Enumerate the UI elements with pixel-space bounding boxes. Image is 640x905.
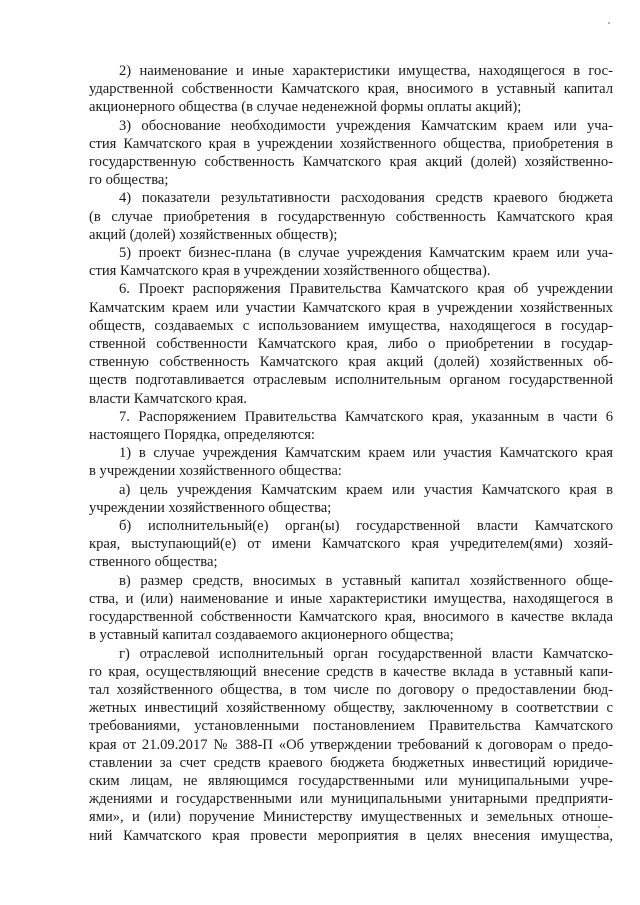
text-line: (в случае приобретения в государственную собственность Камчатского края (89, 208, 613, 225)
text-line: 1) в случае учреждения Камчатским краем или участия Камчатского края (119, 445, 613, 462)
text-line: 2) наименование и иные характеристики имущества, находящегося в гос- (119, 63, 613, 79)
text-line: а) цель учреждения Камчатским краем или участия Камчатского края в (119, 481, 613, 498)
text-line: стия Камчатского края в учреждении хозяйственного общества). (89, 263, 491, 280)
text-line: ства, и (или) наименование и иные характеристики имущества, находящегося в (89, 590, 613, 607)
text-line: акций (долей) хозяйственных обществ); (89, 226, 338, 243)
text-line: Камчатским краем или участии Камчатского края в учреждении хозяйственных (89, 299, 613, 316)
text-line: ществ подготавливается отраслевым исполнительным органом государственной (89, 372, 613, 389)
text-line: ственного общества; (89, 554, 218, 571)
text-line: в уставный капитал создаваемого акционерного общества; (89, 627, 454, 644)
text-line: стия Камчатского края в учреждении хозяйственного общества, приобретения в (89, 135, 613, 152)
text-line: в учреждении хозяйственного общества: (89, 463, 342, 480)
text-line: ственной собственности Камчатского края, либо о приобретении в государ- (89, 336, 613, 353)
text-line: акционерного общества (в случае неденежной формы оплаты акций); (89, 99, 522, 116)
text-line: ний Камчатского края провести мероприятия в целях внесения имущества, (89, 827, 613, 844)
text-line: учреждении хозяйственного общества; (89, 499, 332, 516)
text-line: б) исполнительный(е) орган(ы) государственной власти Камчатского (119, 518, 613, 535)
text-line: власти Камчатского края. (89, 390, 247, 407)
text-line: го края, осуществляющий внесение средств в качестве вклада в уставный капи- (89, 663, 613, 680)
document-body-text (89, 62, 613, 845)
text-line: края от 21.09.2017 № 388-П «Об утверждении требований к договорам о предо- (89, 736, 613, 753)
text-line: государственной собственности Камчатского края, вносимого в качестве вклада (89, 609, 613, 626)
text-line: ями», и (или) поручение Министерству имущественных и земельных отноше- (89, 809, 613, 826)
text-line: в) размер средств, вносимых в уставный капитал хозяйственного обще- (119, 572, 613, 589)
text-line: настоящего Порядка, определяются: (89, 427, 315, 444)
text-line: го общества; (89, 172, 169, 189)
text-line: требованиями, установленными постановлением Правительства Камчатского (89, 718, 613, 735)
text-line: края, выступающий(е) от имени Камчатского края учредителем(ями) хозяй- (89, 536, 613, 553)
text-line: ждениями и государственными или муниципальными унитарными предприяти- (89, 791, 613, 808)
text-line: 6. Проект распоряжения Правительства Камчатского края об учреждении (119, 281, 613, 298)
text-line: г) отраслевой исполнительный орган государственной власти Камчатско- (119, 645, 613, 662)
text-line: 5) проект бизнес-плана (в случае учреждения Камчатским краем или уча- (119, 245, 613, 262)
text-line: тал хозяйственного общества, в том числе по договору о предоставлении бюд- (89, 681, 613, 698)
text-line: 7. Распоряжением Правительства Камчатского края, указанным в части 6 (119, 408, 613, 425)
text-line: ственную собственность Камчатского края акций (долей) хозяйственных об- (89, 354, 613, 371)
text-line: ским лицам, не являющимся государственными или муниципальными учре- (89, 772, 613, 789)
text-line: ставлении за счет средств краевого бюджета бюджетных инвестиций юридиче- (89, 754, 613, 771)
text-line: жетных инвестиций хозяйственному обществу, заключенному в соответствии с (89, 700, 613, 717)
text-line: обществ, создаваемых с использованием имущества, находящегося в государ- (89, 317, 613, 334)
text-line: 4) показатели результативности расходования средств краевого бюджета (119, 190, 613, 207)
scan-speck (608, 22, 610, 24)
text-line: государственную собственность Камчатского края акций (долей) хозяйственно- (89, 154, 613, 171)
text-line: ударственной собственности Камчатского края, вносимого в уставный капитал (89, 81, 613, 98)
text-line: 3) обоснование необходимости учреждения Камчатским краем или уча- (119, 117, 613, 134)
